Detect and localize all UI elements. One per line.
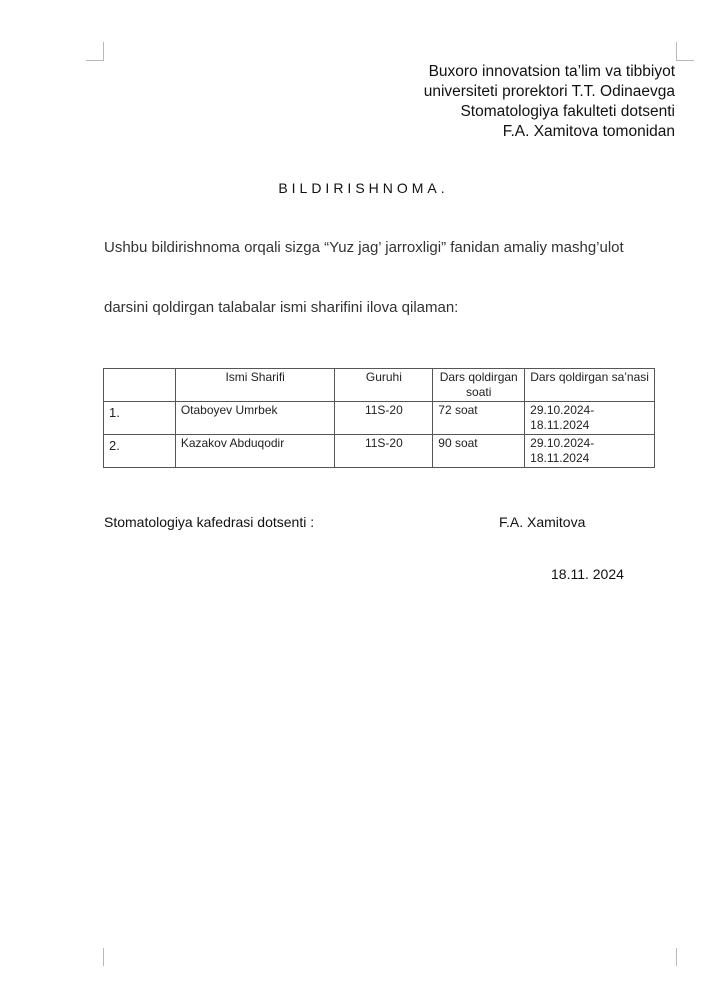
table-header-row [104,369,655,402]
missed-hours: 90 soat [433,435,525,468]
body-paragraph-2: darsini qoldirgan talabalar ismi sharifini ilova qilaman: [104,299,459,316]
body-paragraph-1: Ushbu bildirishnoma orqali sizga “Yuz jag’ jarroxligi” fanidan amaliy mashg’ulot [104,239,624,256]
table-row [104,435,655,468]
signer-name: F.A. Xamitova [499,514,586,530]
addressee-line: Buxoro innovatsion ta’lim va tibbiyot [428,63,675,80]
crop-mark [676,60,694,61]
signer-role: Stomatologiya kafedrasi dotsenti : [104,514,315,530]
row-number: 1. [104,402,176,435]
document-date: 18.11. 2024 [551,566,624,582]
student-group: 11S-20 [335,435,433,468]
document-title: BILDIRISHNOMA. [278,180,449,196]
student-name: Otaboyev Umrbek [175,402,335,435]
header-group: Guruhi [335,369,433,402]
crop-mark [103,42,104,60]
addressee-line: Stomatologiya fakulteti dotsenti [460,103,675,120]
crop-mark [676,42,677,60]
row-number: 2. [104,435,176,468]
absent-students-table [103,368,655,468]
student-group: 11S-20 [335,402,433,435]
header-number [104,369,176,402]
table-row [104,402,655,435]
missed-hours: 72 soat [433,402,525,435]
header-hours: Dars qoldirgan soati [433,369,525,402]
missed-dates: 29.10.2024-18.11.2024 [525,435,655,468]
student-name: Kazakov Abduqodir [175,435,335,468]
header-name: Ismi Sharifi [175,369,335,402]
crop-mark [676,948,677,966]
addressee-line: F.A. Xamitova tomonidan [502,123,675,140]
addressee-line: universiteti prorektori T.T. Odinaevga [423,83,675,100]
crop-mark [103,948,104,966]
addressee-block [424,62,675,142]
missed-dates: 29.10.2024-18.11.2024 [525,402,655,435]
crop-mark [86,60,104,61]
header-dates: Dars qoldirgan sa’nasi [525,369,655,402]
